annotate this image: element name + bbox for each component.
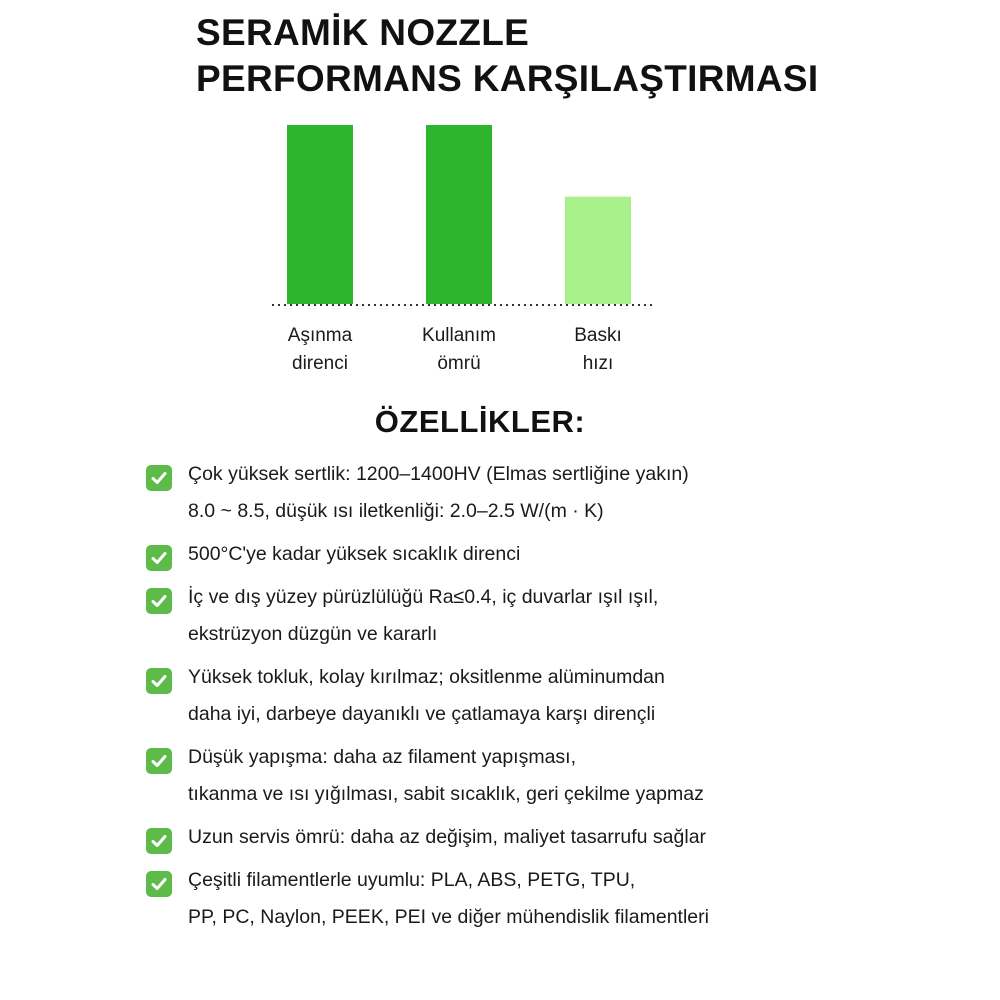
feature-text (188, 659, 986, 733)
feature-item (146, 819, 986, 856)
bar-2 (426, 125, 492, 304)
feature-item (146, 659, 986, 733)
chart-title-line-2: PERFORMANS KARŞILAŞTIRMASI (196, 58, 819, 99)
feature-line: Çeşitli filamentlerle uyumlu: PLA, ABS, PETG, TPU, (188, 869, 636, 891)
x-tick-label-2: Kullanım ömrü (422, 325, 496, 374)
x-tick-label-1: Aşınma direnci (287, 325, 353, 374)
check-icon (146, 588, 172, 614)
feature-text (188, 536, 986, 573)
check-icon (146, 465, 172, 491)
feature-line: Uzun servis ömrü: daha az değişim, maliyet tasarrufu sağlar (188, 826, 707, 848)
feature-text (188, 819, 986, 856)
check-icon (146, 871, 172, 897)
feature-item (146, 456, 986, 530)
check-icon (146, 668, 172, 694)
feature-text (188, 456, 986, 530)
chart-title-line-1: SERAMİK NOZZLE (196, 12, 530, 53)
feature-line: daha iyi, darbeye dayanıklı ve çatlamaya karşı dirençli (188, 703, 656, 725)
bar-chart (0, 0, 1000, 400)
x-tick-label-3: Baskı hızı (574, 325, 622, 374)
bar-1 (287, 125, 353, 304)
feature-line: Yüksek tokluk, kolay kırılmaz; oksitlenme alüminumdan (188, 666, 665, 688)
feature-item (146, 862, 986, 936)
feature-line: 8.0 ~ 8.5, düşük ısı iletkenliği: 2.0–2.5 W/(m · K) (188, 500, 604, 522)
check-icon (146, 828, 172, 854)
feature-line: Düşük yapışma: daha az filament yapışması, (188, 746, 577, 768)
feature-line: Çok yüksek sertlik: 1200–1400HV (Elmas sertliğine yakın) (188, 463, 689, 485)
feature-line: İç ve dış yüzey pürüzlülüğü Ra≤0.4, iç duvarlar ışıl ışıl, (188, 586, 659, 608)
feature-line: ekstrüzyon düzgün ve kararlı (188, 623, 438, 645)
feature-line: tıkanma ve ısı yığılması, sabit sıcaklık, geri çekilme yapmaz (188, 783, 704, 805)
features-list (146, 456, 986, 942)
features-heading: ÖZELLİKLER: (374, 404, 586, 439)
feature-text (188, 739, 986, 813)
feature-text (188, 862, 986, 936)
feature-text (188, 579, 986, 653)
feature-line: 500°C'ye kadar yüksek sıcaklık direnci (188, 543, 521, 565)
feature-item (146, 739, 986, 813)
feature-item (146, 536, 986, 573)
check-icon (146, 748, 172, 774)
check-icon (146, 545, 172, 571)
bar-3 (565, 197, 631, 304)
feature-line: PP, PC, Naylon, PEEK, PEI ve diğer mühendislik filamentleri (188, 906, 709, 928)
feature-item (146, 579, 986, 653)
